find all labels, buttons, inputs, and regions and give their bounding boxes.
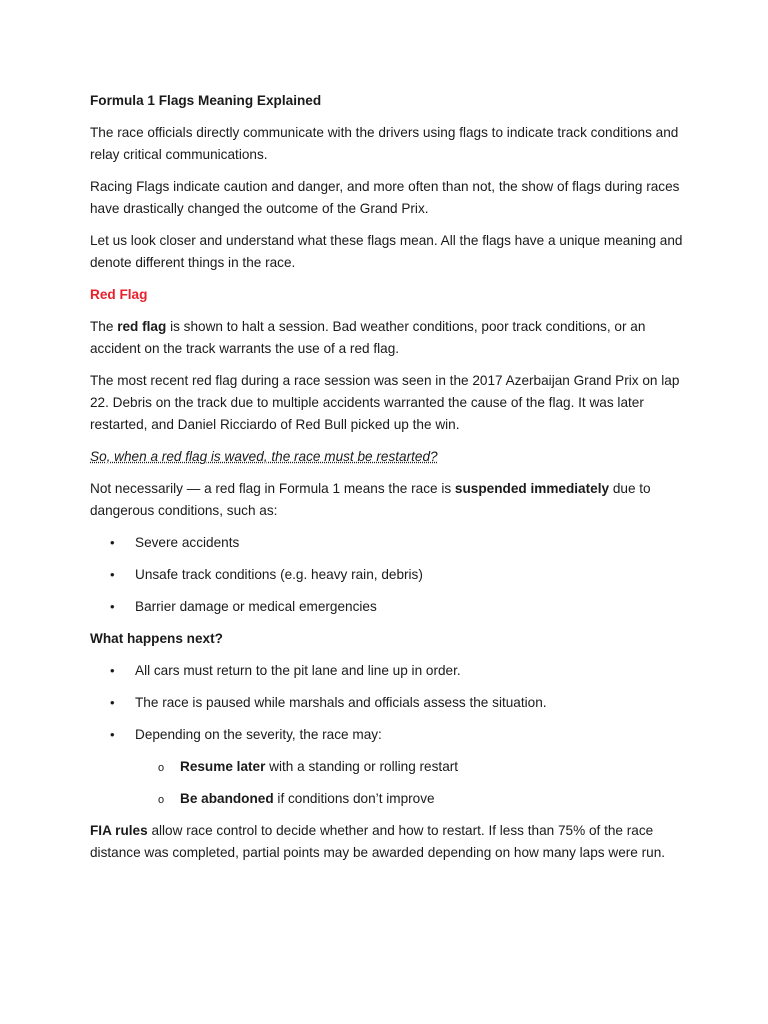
- intro-paragraph-1: The race officials directly communicate with the drivers using flags to indicate track conditions and relay critical communications.: [90, 125, 679, 162]
- bold-run: FIA rules: [90, 823, 148, 838]
- list-item: [90, 596, 690, 618]
- document-body: [90, 90, 690, 874]
- bold-run: suspended immediately: [454, 481, 610, 496]
- text-run: with a standing or rolling restart: [265, 759, 459, 774]
- bullet-icon: •: [110, 535, 115, 550]
- sub-list-item: [90, 756, 690, 778]
- next-steps-list: [90, 660, 690, 746]
- list-item-text: Barrier damage or medical emergencies: [135, 599, 377, 614]
- sub-list-item: [90, 788, 690, 810]
- list-item-text: The race is paused while marshals and officials assess the situation.: [135, 695, 547, 710]
- list-item: [90, 564, 690, 586]
- text-run: allow race control to decide whether and how to restart. If less than 75% of the race distance was completed, partial points may be awarded depending on how many laps were run.: [90, 823, 666, 860]
- document-title: Formula 1 Flags Meaning Explained: [90, 93, 322, 108]
- fia-rules-paragraph: [90, 820, 690, 864]
- question-line: So, when a red flag is waved, the race must be restarted?: [90, 449, 438, 464]
- bold-run: Resume later: [180, 759, 266, 774]
- list-item: [90, 724, 690, 746]
- list-item: [90, 660, 690, 682]
- outcome-sublist: [90, 756, 690, 810]
- intro-paragraph-2: Racing Flags indicate caution and danger, and more often than not, the show of flags during races have drastically changed the outcome of the Grand Prix.: [90, 179, 680, 216]
- bold-run: Be abandoned: [180, 791, 274, 806]
- conditions-list: [90, 532, 690, 618]
- red-flag-paragraph-1: [90, 316, 690, 360]
- bold-run: red flag: [117, 319, 167, 334]
- text-run: Not necessarily — a red flag in Formula 1 means the race is: [90, 481, 455, 496]
- list-item-text: Severe accidents: [135, 535, 240, 550]
- bullet-icon: •: [110, 599, 115, 614]
- list-item: [90, 532, 690, 554]
- red-flag-paragraph-2: The most recent red flag during a race session was seen in the 2017 Azerbaijan Grand Prix on lap 22. Debris on the track due to multiple accidents warranted the cause of the flag. It was later restarted, and Daniel Ricciardo of Red Bull picked up the win.: [90, 373, 680, 432]
- bullet-icon: •: [110, 695, 115, 710]
- text-run: The: [90, 319, 118, 334]
- list-item-text: All cars must return to the pit lane and line up in order.: [135, 663, 461, 678]
- text-run: is shown to halt a session. Bad weather conditions, poor track conditions, or an accident on the track warrants the use of a red flag.: [90, 319, 646, 356]
- bullet-icon: •: [110, 727, 115, 742]
- red-flag-heading: Red Flag: [90, 287, 148, 302]
- text-run: if conditions don’t improve: [273, 791, 435, 806]
- red-flag-paragraph-3: [90, 478, 690, 522]
- list-item-text: Unsafe track conditions (e.g. heavy rain, debris): [135, 567, 423, 582]
- list-item-text: Depending on the severity, the race may:: [135, 727, 382, 742]
- circle-bullet-icon: o: [158, 794, 165, 806]
- bullet-icon: •: [110, 663, 115, 678]
- text-run: due to dangerous conditions, such as:: [90, 481, 651, 518]
- list-item: [90, 692, 690, 714]
- what-happens-next-heading: What happens next?: [90, 631, 223, 646]
- bullet-icon: •: [110, 567, 115, 582]
- circle-bullet-icon: o: [158, 762, 165, 774]
- intro-paragraph-3: Let us look closer and understand what these flags mean. All the flags have a unique meaning and denote different things in the race.: [90, 233, 683, 270]
